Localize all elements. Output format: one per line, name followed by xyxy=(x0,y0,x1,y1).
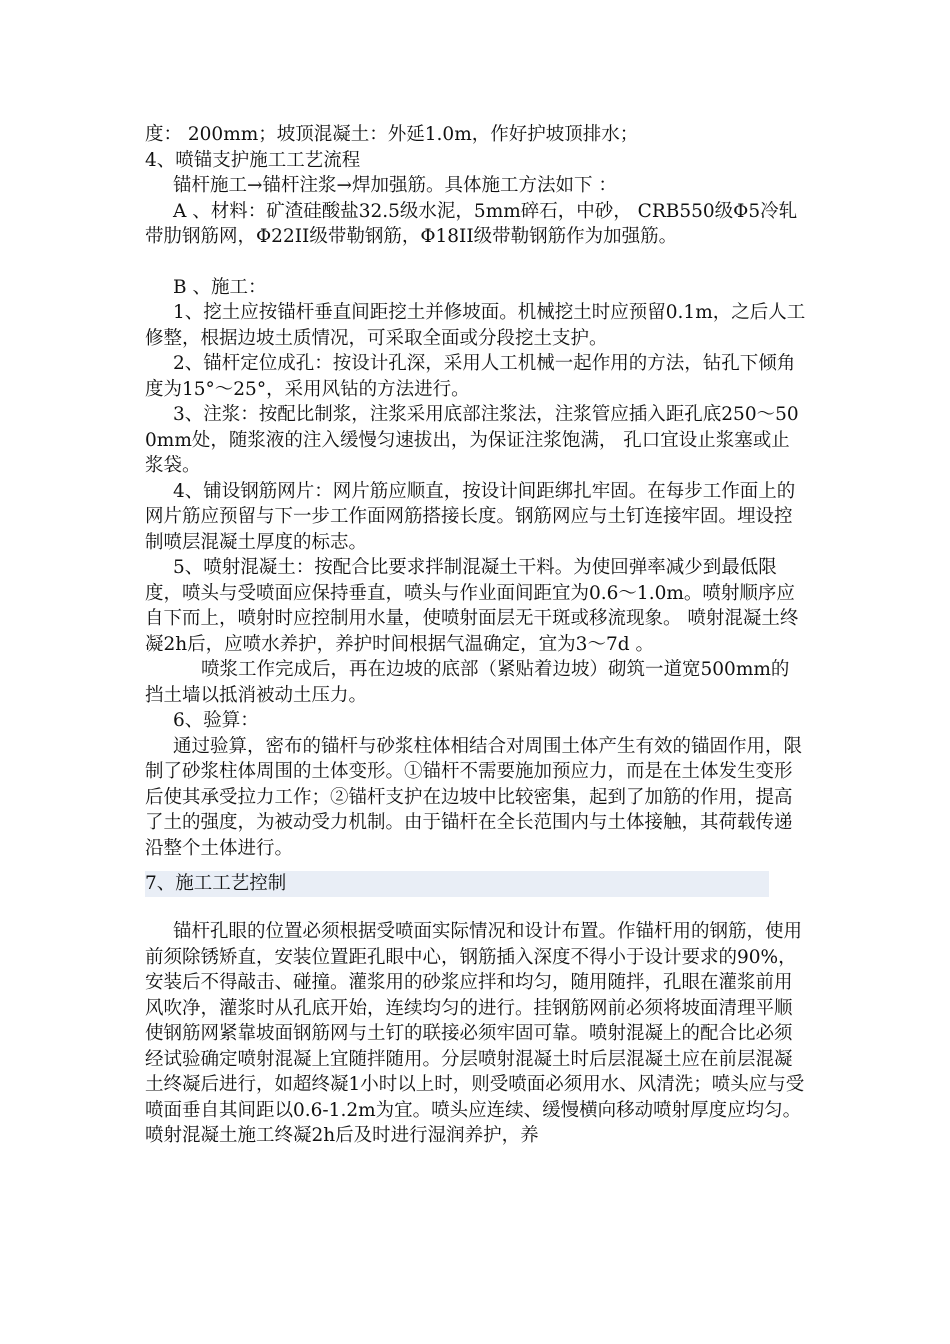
document-body xyxy=(145,122,807,1149)
paragraph-step-2: 2、锚杆定位成孔：按设计孔深，采用人工机械一起作用的方法，钻孔下倾角度为15°～25°，采用风钻的方法进行。 xyxy=(145,353,796,400)
paragraph-process-summary: 锚杆施工→锚杆注浆→焊加强筋。具体施工方法如下 ： xyxy=(173,175,617,196)
paragraph-retaining-wall: 喷浆工作完成后，再在边坡的底部（紧贴着边坡）砌筑一道宽500mm的挡土墙以抵消被动土压力。 xyxy=(145,659,790,706)
paragraph-process-control: 锚杆孔眼的位置必须根据受喷面实际情况和设计布置。作锚杆用的钢筋，使用前须除锈矫直，安装位置距孔眼中心，钢筋插入深度不得小于设计要求的90%，安装后不得敲击、碰撞。灌浆用的砂浆应拌和均匀，随用随拌，孔眼在灌浆前用风吹净，灌浆时从孔底开始，连续均匀的进行。挂钢筋网前必须将坡面清理平顺使钢筋网紧靠坡面钢筋网与土钉的联接必须牢固可靠。喷射混凝上的配合比必须经试验确定喷射混凝上宜随拌随用。分层喷射混凝土时后层混凝土应在前层混凝土终凝后进行，如超终凝1小时以上时，则受喷面必须用水、风清洗；喷头应与受喷面垂自其间距以0.6-1.2m为宜。喷头应连续、缓慢横向移动喷射厚度应均匀。喷射混凝土施工终凝2h后及时进行湿润养护，养 xyxy=(145,921,805,1146)
paragraph-step-1: 1、挖土应按锚杆垂直间距挖土并修坡面。机械挖土时应预留0.1m，之后人工修整，根据边坡土质情况，可采取全面或分段挖土支护。 xyxy=(145,302,806,349)
heading-process-flow: 4、喷锚支护施工工艺流程 xyxy=(145,149,361,171)
heading-construction: B 、施工： xyxy=(173,276,267,298)
paragraph-slope-top: 度： 200mm；坡顶混凝土：外延1.0m，作好护坡顶排水； xyxy=(145,124,639,145)
heading-verification: 6、验算： xyxy=(173,710,259,731)
paragraph-step-4: 4、铺设钢筋网片：网片筋应顺直，按设计间距绑扎牢固。在每步工作面上的网片筋应预留与下一步工作面网筋搭接长度。钢筋网应与土钉连接牢固。埋设控制喷层混凝土厚度的标志。 xyxy=(145,480,796,553)
paragraph-verification: 通过验算，密布的锚杆与砂浆柱体相结合对周围土体产生有效的锚固作用，限制了砂浆柱体周围的土体变形。①锚杆不需要施加预应力，而是在土体发生变形后使其承受拉力工作；②锚杆支护在边坡中比较密集，起到了加筋的作用，提高了土的强度，为被动受力机制。由于锚杆在全长范围内与土体接触，其荷载传递沿整个土体进行。 xyxy=(145,735,803,859)
heading-process-control: 7、施工工艺控制 xyxy=(145,871,769,897)
paragraph-materials: A 、材料：矿渣硅酸盐32.5级水泥，5mm碎石，中砂， CRB550级Φ5冷轧带肋钢筋网，Φ22II级带勒钢筋，Φ18II级带勒钢筋作为加强筋。 xyxy=(145,200,798,247)
paragraph-step-3: 3、注浆：按配比制浆，注浆采用底部注浆法，注浆管应插入距孔底250～500mm处，随浆液的注入缓慢匀速拔出，为保证注浆饱满， 孔口宜设止浆塞或止浆袋。 xyxy=(145,404,799,476)
paragraph-step-5: 5、喷射混凝土：按配合比要求拌制混凝土干料。为使回弹率减少到最低限度，喷头与受喷面应保持垂直，喷头与作业面间距宜为0.6～1.0m。喷射顺序应自下而上，喷射时应控制用水量，使喷射面层无干斑或移流现象。 喷射混凝土终凝2h后，应喷水养护，养护时间根据气温确定，宜为3～7d 。 xyxy=(145,557,799,655)
